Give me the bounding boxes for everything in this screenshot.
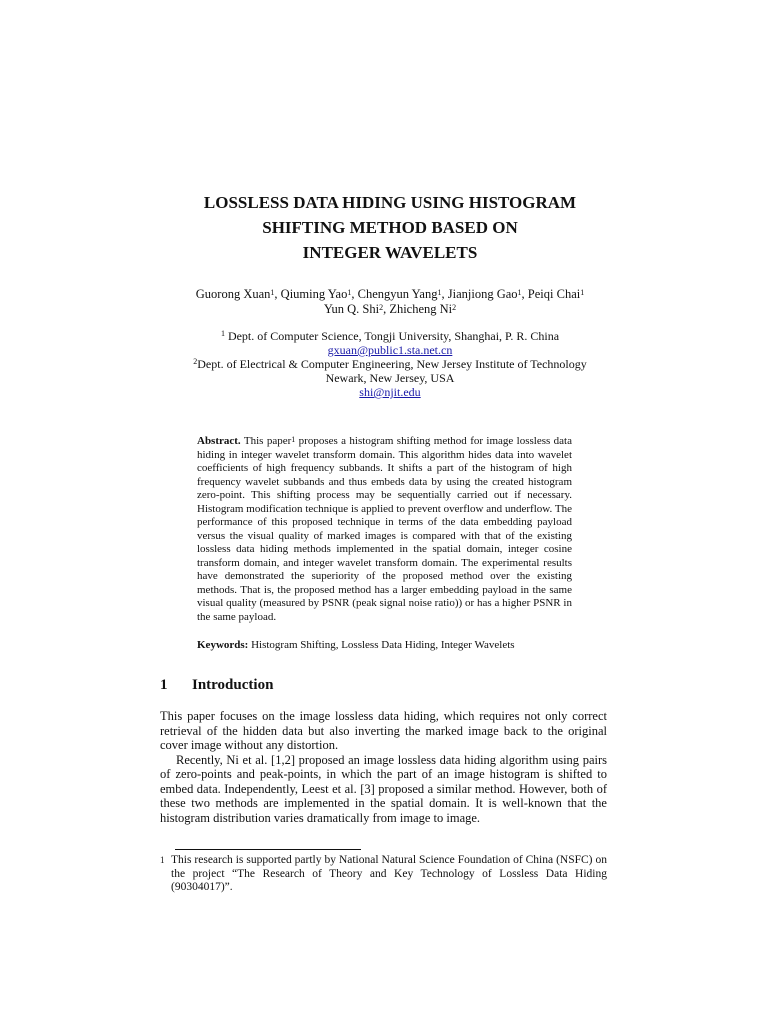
author-affil-mark: 1 <box>347 288 352 297</box>
footnote-text: This research is supported partly by National Natural Science Foundation of China (NSFC) on the project “The Research of Theory and Key Technology of Lossless Data Hiding (90304017)”. <box>171 854 607 893</box>
section-number: 1 <box>160 677 168 693</box>
abstract-lead: This paper <box>240 435 292 447</box>
email-link-2[interactable]: shi@njit.edu <box>359 385 421 399</box>
author-affil-mark: 1 <box>437 288 442 297</box>
section-heading <box>160 675 273 695</box>
author-affil-mark: 1 <box>517 288 522 297</box>
affil-mark: 2 <box>193 357 198 366</box>
affiliations <box>120 329 660 399</box>
author-list <box>140 287 640 317</box>
footnote-ref[interactable]: 1 <box>291 435 296 444</box>
footnote-divider <box>175 849 361 850</box>
body-text <box>160 709 607 825</box>
title-line-2: SHIFTING METHOD BASED ON <box>262 218 518 237</box>
affil-mark: 1 <box>220 329 225 338</box>
author-name: Guorong Xuan <box>195 287 271 301</box>
author-name: , Qiuming Yao <box>274 287 348 301</box>
affiliation-2 <box>120 357 660 371</box>
keywords-text: Histogram Shifting, Lossless Data Hiding, Integer Wavelets <box>248 639 515 651</box>
affiliation-1 <box>120 329 660 343</box>
section-title: Introduction <box>192 677 274 693</box>
author-name: , Chengyun Yang <box>351 287 438 301</box>
author-affil-mark: 2 <box>452 303 457 312</box>
affiliation-1-text: Dept. of Computer Science, Tongji University, Shanghai, P. R. China <box>224 329 560 343</box>
keywords-label: Keywords: <box>197 639 249 651</box>
abstract-label: Abstract. <box>197 435 241 447</box>
author-affil-mark: 2 <box>379 303 384 312</box>
author-name: , Jianjiong Gao <box>441 287 518 301</box>
paragraph: Recently, Ni et al. [1,2] proposed an image lossless data hiding algorithm using pairs of zero-points and peak-points, in which the part of an image histogram is shifted to embed data. Independently, Leest et al. [3] proposed a similar method. However, both of these two methods are implemented in the spatial domain. It is well-known that the histogram distribution varies dramatically from image to image. <box>160 752 607 825</box>
author-name: , Peiqi Chai <box>521 287 581 301</box>
paragraph: This paper focuses on the image lossless data hiding, which requires not only correct retrieval of the hidden data but also inverting the marked image back to the original cover image without any distortion. <box>160 709 607 752</box>
author-name: Yun Q. Shi <box>323 302 380 316</box>
author-affil-mark: 1 <box>270 288 275 297</box>
author-affil-mark: 1 <box>580 288 585 297</box>
author-name: , Zhicheng Ni <box>383 302 453 316</box>
affiliation-2-text: Dept. of Electrical & Computer Engineering, New Jersey Institute of Technology <box>197 357 587 371</box>
abstract <box>197 435 572 624</box>
affiliation-2-location: Newark, New Jersey, USA <box>325 371 455 385</box>
keywords <box>197 638 597 652</box>
abstract-text: proposes a histogram shifting method for image lossless data hiding in integer wavelet transform domain. This algorithm hides data into wavelet coefficients of high frequency subbands. It shifts a part of the histogram of high frequency wavelet subbands and thus embeds data by using the created histogram zero-point. This shifting process may be sequentially carried out if necessary. Histogram modification technique is applied to prevent overflow and underflow. The performance of this proposed technique in terms of the data embedding payload versus the visual quality of marked images is compared with that of the existing lossless data hiding methods implemented in the spatial domain, integer cosine transform domain, and integer wavelet transform domain. The experimental results have demonstrated the superiority of the proposed method over the existing methods. That is, the proposed method has a larger embedding payload in the same visual quality (measured by PSNR (peak signal noise ratio)) or has a higher PSNR in the same payload. <box>197 435 573 623</box>
title-line-3: INTEGER WAVELETS <box>302 243 478 262</box>
author-line-2 <box>140 302 640 317</box>
author-line-1 <box>140 287 640 302</box>
email-link-1[interactable]: gxuan@public1.sta.net.cn <box>327 343 453 357</box>
paper-title <box>120 190 660 265</box>
footnote-mark: 1 <box>160 855 165 865</box>
footnote <box>160 854 607 895</box>
title-line-1: LOSSLESS DATA HIDING USING HISTOGRAM <box>203 193 577 212</box>
